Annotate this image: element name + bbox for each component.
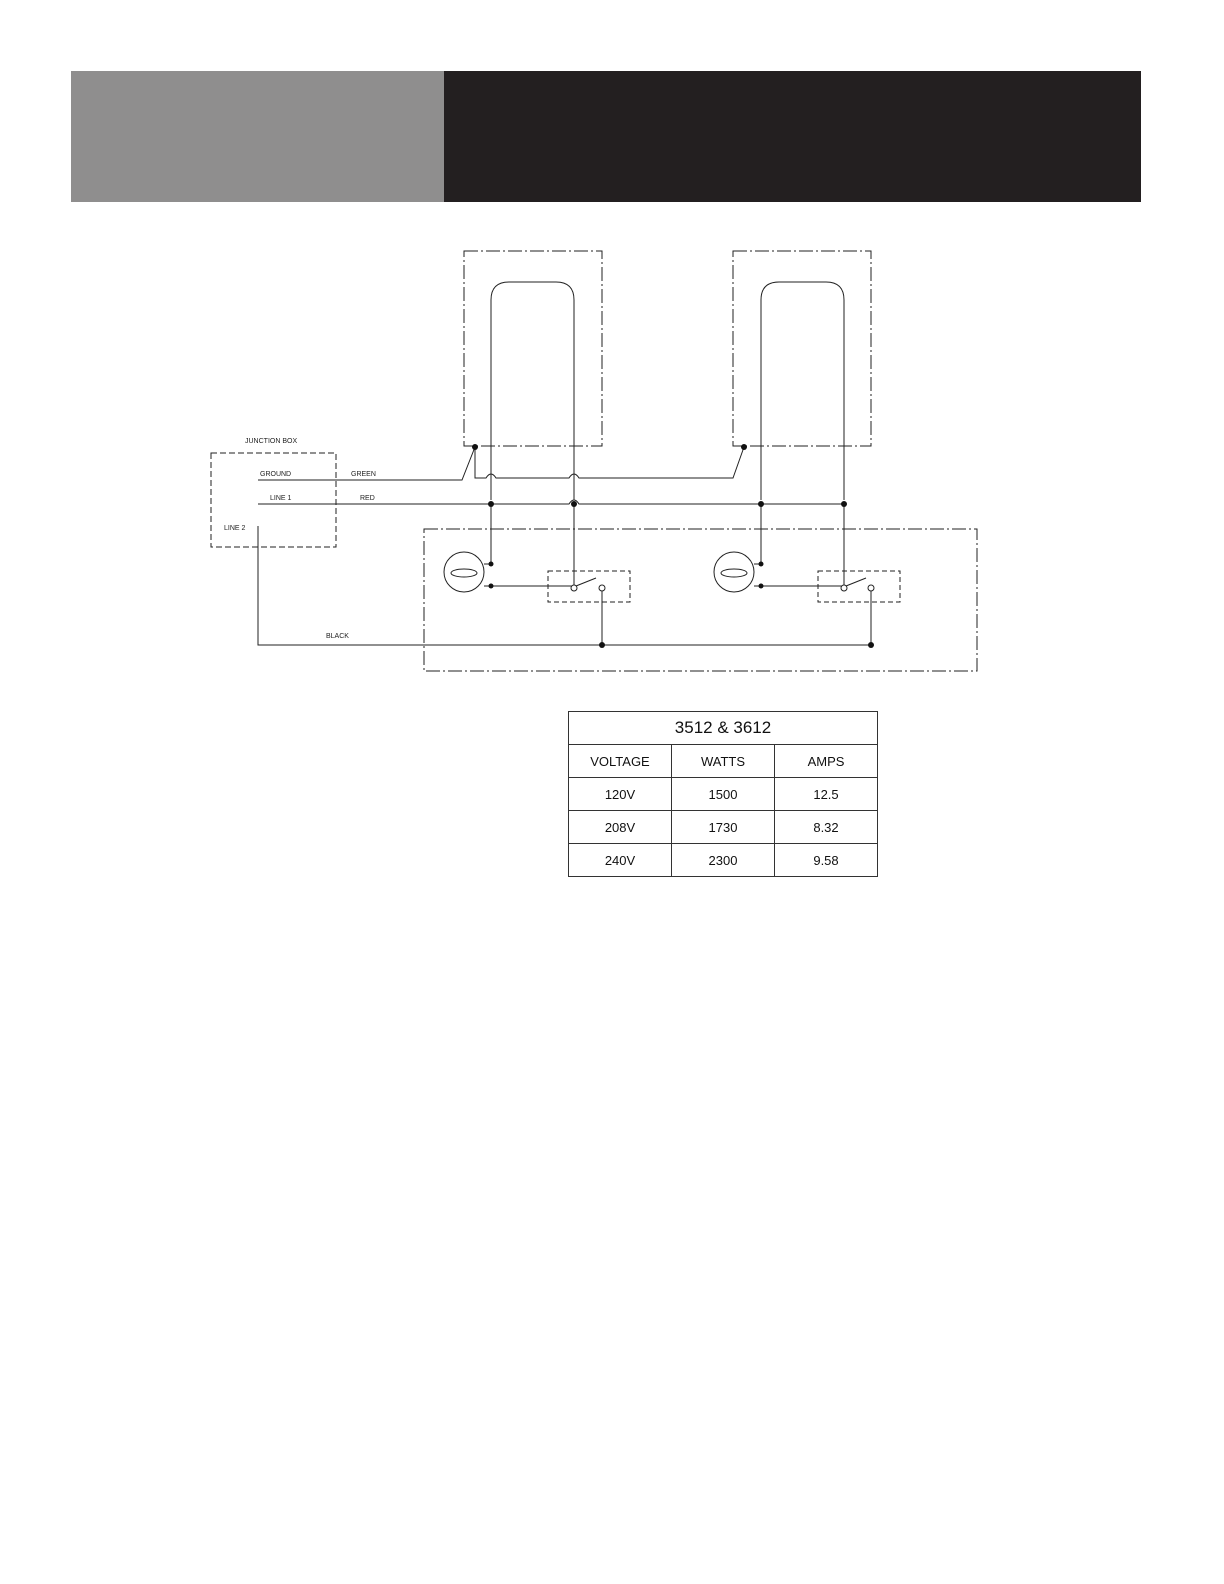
table-row [569,811,878,844]
junction-dot [489,584,494,589]
spec-table-title: 3512 & 3612 [569,712,878,745]
red-wire-label: RED [360,495,375,502]
watts-cell: 1730 [672,811,775,844]
junction-box-label: JUNCTION BOX [245,438,298,445]
thermostat-2 [714,552,754,592]
switch-1-blade [576,578,596,586]
junction-dot [759,584,764,589]
table-row [569,844,878,877]
black-wire-label: BLACK [326,633,349,640]
voltage-cell: 208V [569,811,672,844]
amps-cell: 12.5 [775,778,878,811]
thermostat-1-coil [451,569,477,577]
column-header-watts: WATTS [672,745,775,778]
voltage-cell: 120V [569,778,672,811]
junction-dot [758,501,764,507]
watts-cell: 1500 [672,778,775,811]
line1-label: LINE 1 [270,495,292,502]
green-wire-label: GREEN [351,471,376,478]
column-header-voltage: VOLTAGE [569,745,672,778]
switch-2-blade [846,578,866,586]
junction-dot [841,501,847,507]
junction-dot [741,444,747,450]
heater-housing-1 [464,251,602,446]
junction-dot [489,562,494,567]
wiring-diagram [0,0,1224,700]
junction-dot [759,562,764,567]
junction-dot [472,444,478,450]
element2-lead-left [754,504,761,564]
ground-label: GROUND [260,471,292,478]
switch-2-contact-b [868,585,874,591]
control-box [424,529,977,671]
junction-dot [488,501,494,507]
watts-cell: 2300 [672,844,775,877]
ground-wire [258,447,744,480]
line2-label: LINE 2 [224,525,246,532]
voltage-cell: 240V [569,844,672,877]
line1-wire [258,500,845,504]
thermostat-1 [444,552,484,592]
heating-element-2 [761,282,844,500]
junction-dot [868,642,874,648]
junction-dot [571,501,577,507]
table-row [569,778,878,811]
spec-table [568,711,878,877]
amps-cell: 9.58 [775,844,878,877]
element1-lead-left [484,504,491,564]
column-header-amps: AMPS [775,745,878,778]
heating-element-1 [491,282,574,500]
heater-housing-2 [733,251,871,446]
switch-1-contact-b [599,585,605,591]
amps-cell: 8.32 [775,811,878,844]
junction-dot [599,642,605,648]
thermostat-2-coil [721,569,747,577]
